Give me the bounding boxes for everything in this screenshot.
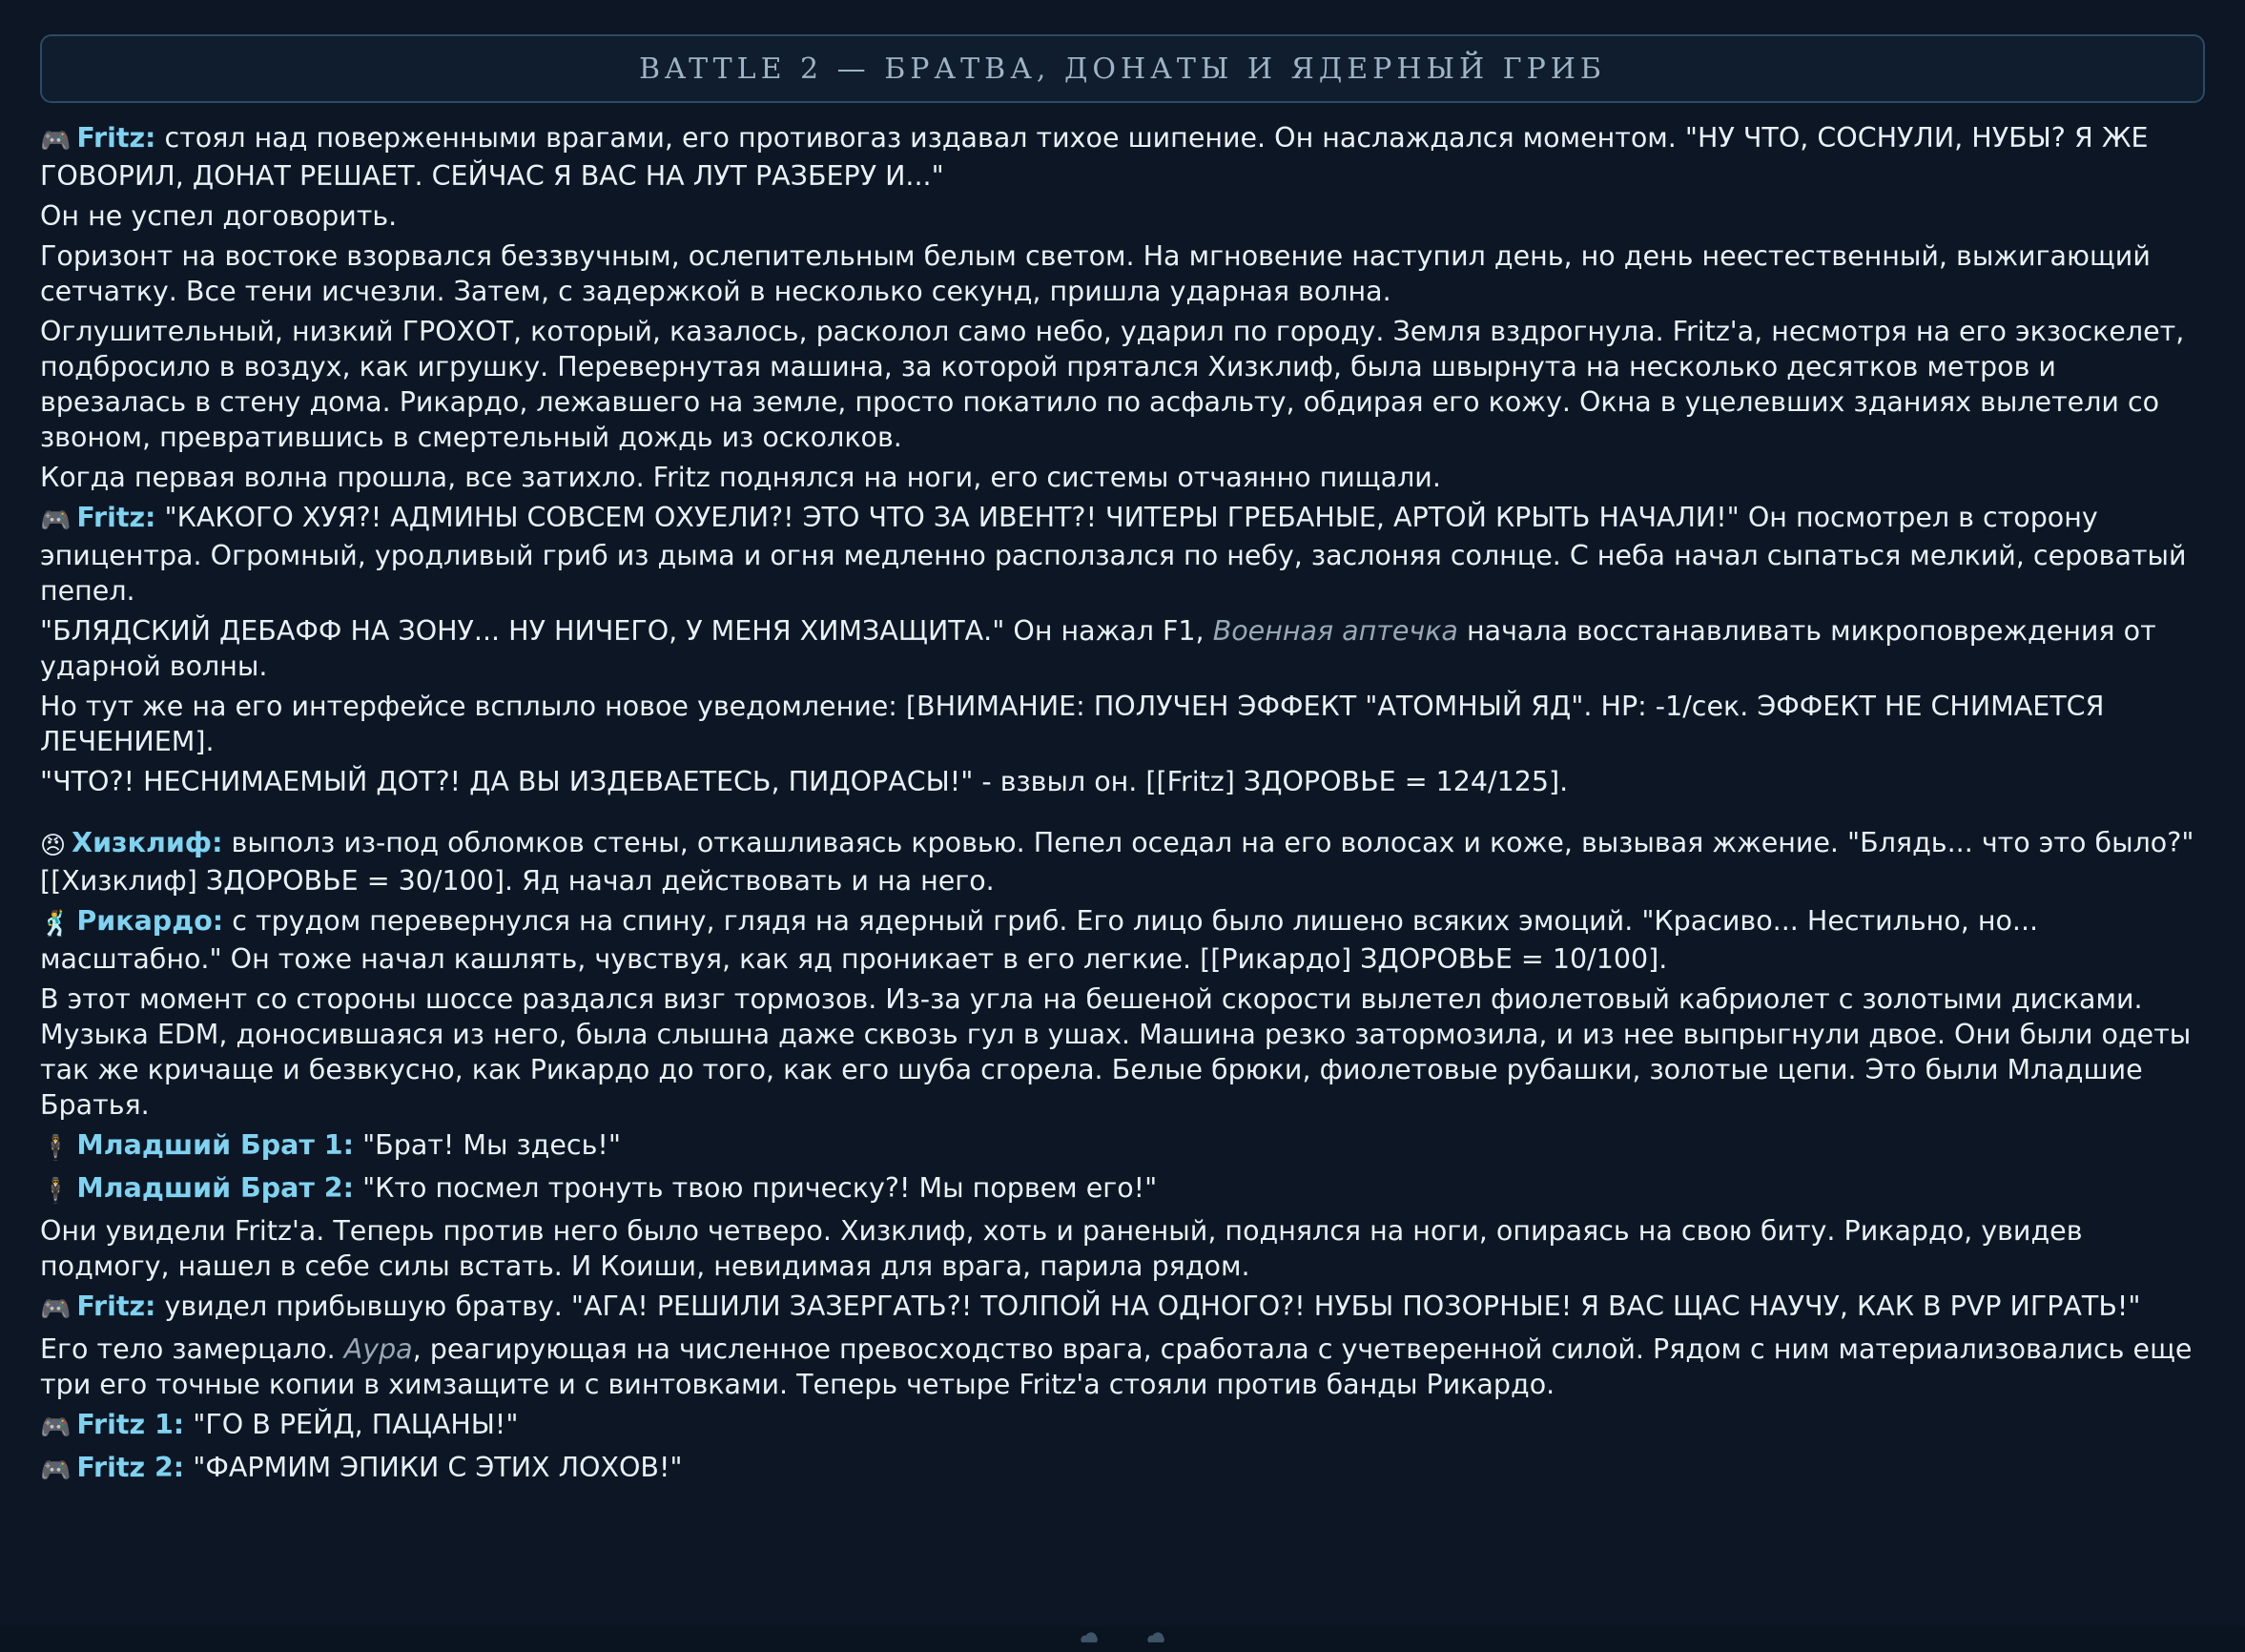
fritz-avatar-icon: 🎮 — [40, 1413, 72, 1442]
dialogue-line — [40, 903, 2205, 977]
line-text: Они увидели Fritz'a. Теперь против него было четверо. Хизклиф, хоть и раненый, поднялся на ноги, опираясь на свою биту. Рикардо, увидев подмогу, нашел в себе силы встать. И Коиши, невидимая для врага, парила рядом. — [40, 1214, 2083, 1282]
cloud-icon — [1143, 1632, 1168, 1647]
dialogue-line — [40, 1127, 2205, 1166]
narration-line — [40, 198, 2205, 234]
dialogue-line — [40, 1170, 2205, 1208]
narration-line — [40, 613, 2205, 684]
fritz-avatar-icon: 🎮 — [40, 506, 72, 536]
cloud-icon — [1077, 1632, 1102, 1647]
speaker-name: Рикардо: — [76, 905, 224, 938]
item-name: Военная аптечка — [1212, 615, 1458, 648]
narration-line — [40, 1332, 2205, 1402]
line-text: увидел прибывшую братву. "АГА! РЕШИЛИ ЗАЗЕРГАТЬ?! ТОЛПОЙ НА ОДНОГО?! НУБЫ ПОЗОРНЫЕ! Я ВАС ЩАС НАУЧУ, КАК В PVP ИГРАТЬ!" — [155, 1290, 2141, 1322]
line-text: выполз из-под обломков стены, откашливаясь кровью. Пепел оседал на его волосах и коже, вызывая жжение. "Блядь... что это было?" [[Хизклиф] ЗДОРОВЬЕ = 30/100]. Яд начал действовать и на него. — [40, 827, 2194, 898]
fritz-avatar-icon: 🎮 — [40, 127, 72, 155]
dialogue-line — [40, 1289, 2205, 1327]
hizkl-avatar-icon: 😠 — [40, 832, 67, 861]
chapter-title-bar — [40, 34, 2205, 103]
fritz-avatar-icon: 🎮 — [40, 1456, 72, 1485]
story-content — [0, 103, 2245, 1530]
item-name: Аура — [343, 1332, 413, 1365]
dialogue-line — [40, 825, 2205, 898]
brother-avatar-icon: 🕴 — [40, 1134, 72, 1164]
line-text: Он не успел договорить. — [40, 199, 398, 232]
line-text: стоял над поверженными врагами, его противогаз издавал тихое шипение. Он наслаждался моментом. "НУ ЧТО, СОСНУЛИ, НУБЫ? Я ЖЕ ГОВОРИЛ, ДОНАТ РЕШАЕТ. СЕЙЧАС Я ВАС НА ЛУТ РАЗБЕРУ И..." — [40, 122, 2149, 192]
line-text: "ГО В РЕЙД, ПАЦАНЫ!" — [184, 1408, 519, 1440]
line-text: начала восстанавливать микроповреждения от ударной волны. — [40, 615, 2156, 683]
line-text: "Брат! Мы здесь!" — [354, 1129, 621, 1162]
line-text: "БЛЯДСКИЙ ДЕБАФФ НА ЗОНУ... НУ НИЧЕГО, У МЕНЯ ХИМЗАЩИТА." Он нажал F1, — [40, 615, 1213, 648]
bottom-bar — [0, 1627, 2245, 1652]
rikardo-avatar-icon: 🕺 — [40, 910, 72, 940]
brother-avatar-icon: 🕴 — [40, 1177, 72, 1207]
line-text: Горизонт на востоке взорвался беззвучным, ослепительным белым светом. На мгновение наступил день, но день неестественный, выжигающий сетчатку. Все тени исчезли. Затем, с задержкой в несколько секунд, пришла ударная волна. — [40, 239, 2151, 307]
line-text: "КАКОГО ХУЯ?! АДМИНЫ СОВСЕМ ОХУЕЛИ?! ЭТО ЧТО ЗА ИВЕНТ?! ЧИТЕРЫ ГРЕБАНЫЕ, АРТОЙ КРЫТЬ НАЧАЛИ!" Он посмотрел в сторону эпицентра. Огромный, уродливый гриб из дыма и огня медленно расползался по небу, заслоняя солнце. С неба начал сыпаться мелкий, сероватый пепел. — [40, 502, 2187, 608]
dialogue-line — [40, 1450, 2205, 1488]
speaker-name: Fritz: — [76, 502, 156, 534]
dialogue-line — [40, 500, 2205, 609]
page-title: BATTLE 2 — БРАТВА, ДОНАТЫ И ЯДЕРНЫЙ ГРИБ — [639, 52, 1606, 86]
line-text: с трудом перевернулся на спину, глядя на ядерный гриб. Его лицо было лишено всяких эмоций. "Красиво... Нестильно, но... масштабно." Он тоже начал кашлять, чувствуя, как яд проникает в его легкие. [[Рикардо] ЗДОРОВЬЕ = 10/100]. — [40, 905, 2039, 975]
speaker-name: Младший Брат 1: — [76, 1129, 355, 1162]
speaker-name: Fritz 1: — [76, 1408, 185, 1440]
narration-line — [40, 764, 2205, 799]
speaker-name: Хизклиф: — [72, 827, 223, 859]
speaker-name: Fritz: — [76, 122, 156, 154]
line-text: "ЧТО?! НЕСНИМАЕМЫЙ ДОТ?! ДА ВЫ ИЗДЕВАЕТЕСЬ, ПИДОРАСЫ!" - взвыл он. [[Fritz] ЗДОРОВЬЕ = 124/125]. — [40, 766, 1569, 798]
narration-line — [40, 1213, 2205, 1284]
line-text: Но тут же на его интерфейсе всплыло новое уведомление: [ВНИМАНИЕ: ПОЛУЧЕН ЭФФЕКТ "АТОМНЫЙ ЯД". HP: -1/сек. ЭФФЕКТ НЕ СНИМАЕТСЯ ЛЕЧЕНИЕМ]. — [40, 691, 2105, 758]
speaker-name: Fritz 2: — [76, 1451, 185, 1483]
dialogue-line — [40, 120, 2205, 194]
dialogue-line — [40, 1407, 2205, 1445]
narration-line — [40, 689, 2205, 759]
line-text: В этот момент со стороны шоссе раздался визг тормозов. Из-за угла на бешеной скорости вылетел фиолетовый кабриолет с золотыми дисками. Музыка EDM, доносившаяся из него, была слышна даже сквозь гул в ушах. Машина резко затормозила, и из нее выпрыгнули двое. Они были одеты так же кричаще и безвкусно, как Рикардо до того, как его шуба сгорела. Белые брюки, фиолетовые рубашки, золотые цепи. Это были Младшие Братья. — [40, 983, 2192, 1122]
narration-line — [40, 460, 2205, 495]
narration-line — [40, 314, 2205, 455]
narration-line — [40, 238, 2205, 309]
line-text: Его тело замерцало. — [40, 1332, 344, 1365]
speaker-name: Fritz: — [76, 1290, 156, 1322]
narration-line — [40, 981, 2205, 1123]
line-text: , реагирующая на численное превосходство врага, сработала с учетверенной силой. Рядом с ним материализовались еще три его точные копии в химзащите и с винтовками. Теперь четыре Fritz'a стояли против банды Рикардо. — [40, 1332, 2193, 1400]
line-text: "Кто посмел тронуть твою прическу?! Мы порвем его!" — [354, 1172, 1158, 1205]
paragraph-spacer — [40, 804, 2205, 825]
fritz-avatar-icon: 🎮 — [40, 1294, 72, 1324]
line-text: Когда первая волна прошла, все затихло. Fritz поднялся на ноги, его системы отчаянно пищали. — [40, 462, 1441, 494]
speaker-name: Младший Брат 2: — [76, 1172, 355, 1205]
line-text: Оглушительный, низкий ГРОХОТ, который, казалось, расколол само небо, ударил по городу. Земля вздрогнула. Fritz'a, несмотря на его экзоскелет, подбросило в воздух, как игрушку. Перевернутая машина, за которой прятался Хизклиф, была швырнута на несколько десятков метров и врезалась в стену дома. Рикардо, лежавшего на земле, просто покатило по асфальту, обдирая его кожу. Окна в уцелевших зданиях вылетели со звоном, превратившись в смертельный дождь из осколков. — [40, 315, 2185, 454]
line-text: "ФАРМИМ ЭПИКИ С ЭТИХ ЛОХОВ!" — [184, 1451, 683, 1483]
